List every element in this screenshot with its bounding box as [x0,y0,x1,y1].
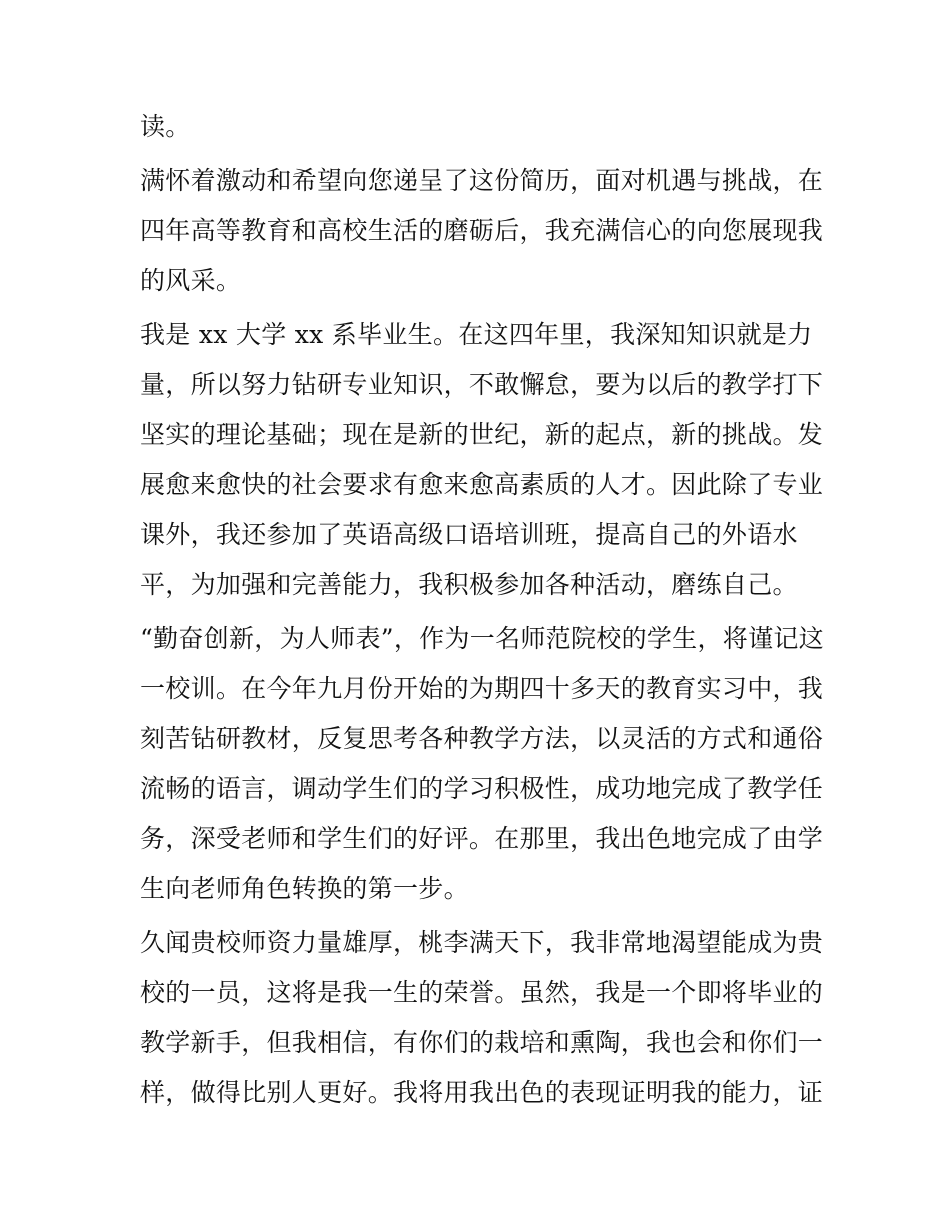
text-line: 课外，我还参加了英语高级口语培训班，提高自己的外语水 [140,520,798,549]
text-line: 样，做得比别人更好。我将用我出色的表现证明我的能力，证 [140,1078,824,1107]
text-line: 满怀着激动和希望向您递呈了这份简历，面对机遇与挑战，在 [140,166,824,195]
text-line: 生向老师角色转换的第一步。 [140,874,469,903]
text-line: 坚实的理论基础；现在是新的世纪，新的起点，新的挑战。发 [140,420,824,449]
text-line: 四年高等教育和高校生活的磨砺后，我充满信心的向您展现我 [140,216,824,245]
text-line: “勤奋创新，为人师表”，作为一名师范院校的学生，将谨记这 [140,624,824,653]
text-line: 平，为加强和完善能力，我积极参加各种活动，磨练自己。 [140,570,798,599]
text-line: 展愈来愈快的社会要求有愈来愈高素质的人才。因此除了专业 [140,470,824,499]
text-line: 久闻贵校师资力量雄厚，桃李满天下，我非常地渴望能成为贵 [140,928,824,957]
text-line: 量，所以努力钻研专业知识，不敢懈怠，要为以后的教学打下 [140,370,824,399]
text-line: 务，深受老师和学生们的好评。在那里，我出色地完成了由学 [140,824,824,853]
text-line: 我是 xx 大学 xx 系毕业生。在这四年里，我深知知识就是力 [140,320,813,349]
text-line: 流畅的语言，调动学生们的学习积极性，成功地完成了教学任 [140,774,824,803]
text-line: 的风采。 [140,266,242,295]
text-line: 一校训。在今年九月份开始的为期四十多天的教育实习中，我 [140,674,824,703]
text-line: 刻苦钻研教材，反复思考各种教学方法，以灵活的方式和通俗 [140,724,824,753]
text-line: 校的一员，这将是我一生的荣誉。虽然，我是一个即将毕业的 [140,978,824,1007]
text-line: 读。 [140,112,191,141]
text-line: 教学新手，但我相信，有你们的栽培和熏陶，我也会和你们一 [140,1028,824,1057]
